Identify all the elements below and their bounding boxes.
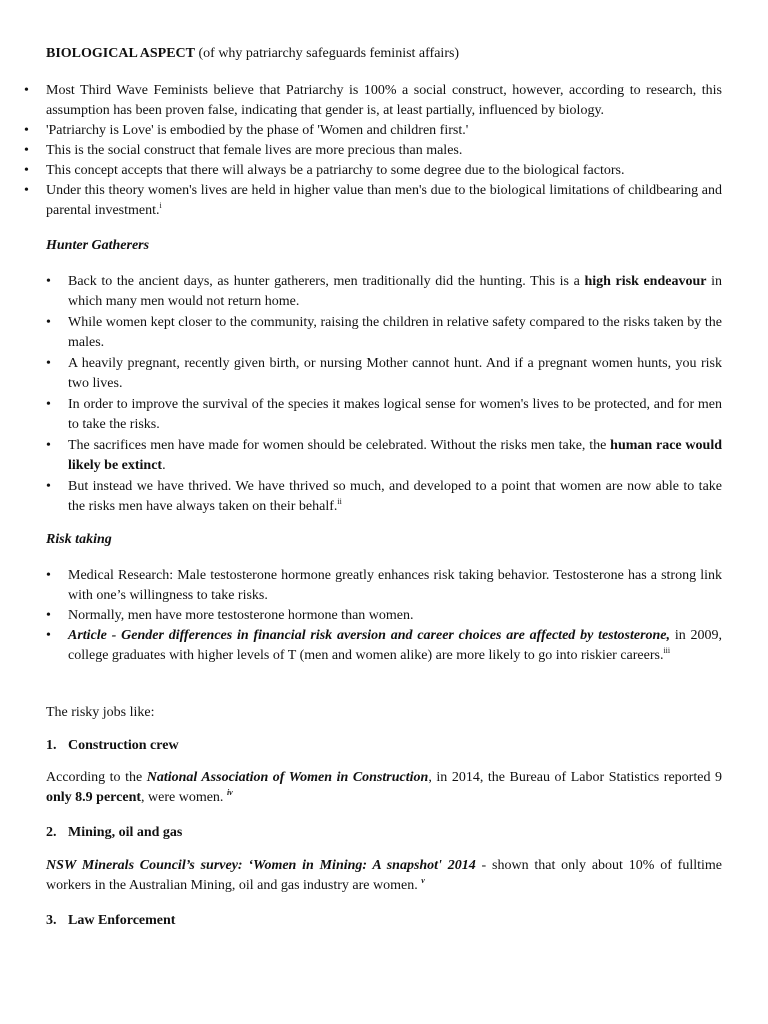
footnote-ref[interactable]: v — [421, 876, 425, 885]
footnote-ref[interactable]: iv — [226, 788, 233, 797]
risky-jobs-intro: The risky jobs like: — [46, 705, 155, 720]
section-title-rest: (of why patriarchy safeguards feminist affairs) — [195, 46, 460, 61]
list-item: • Back to the ancient days, as hunter gatherers, men traditionally did the hunting. This is a high risk endeavour in which many men would not return home. — [46, 274, 722, 309]
bullet-icon: • — [24, 83, 29, 98]
bullet-icon: • — [24, 183, 29, 198]
bullet-icon: • — [46, 628, 51, 643]
list-item: • While women kept closer to the community, raising the children in relative safety compared to the risks taken by the males. — [46, 315, 722, 350]
construction-paragraph: According to the National Association of Women in Construction, in 2014, the Bureau of Labor Statistics reported 9 only 8.9 percent, were women. $^{iv}$ — [46, 770, 723, 805]
mining-paragraph: NSW Minerals Council’s survey: ‘Women in Mining: A snapshot' 2014 - shown that only about 10% of fulltime workers in the Australian Mining, oil and gas industry are women. $^v$ — [46, 858, 722, 893]
section-title — [46, 44, 726, 64]
hunter-gatherers-list — [46, 272, 723, 517]
list-item: • Article - Gender differences in financial risk aversion and career choices are affected by testosterone, in 2009, college graduates with higher levels of T (men and women alike) are more likely to go into riskier careers.$^{iii}$ — [46, 628, 723, 663]
section-title-bold: BIOLOGICAL ASPECT — [46, 46, 195, 61]
list-item: • Under this theory women's lives are held in higher value than men's due to the biological limitations of childbearing and parental investment.$^i$ — [24, 183, 722, 218]
bullet-icon: • — [46, 397, 51, 412]
bullet-icon: • — [46, 356, 51, 371]
job-heading-construction: 1. Construction crew — [46, 738, 179, 753]
list-item: • Normally, men have more testosterone hormone than women. — [68, 606, 722, 626]
bullet-icon: • — [46, 438, 51, 453]
bullet-icon: • — [46, 608, 51, 623]
hunter-gatherers-heading: Hunter Gatherers — [46, 238, 150, 253]
risk-taking-list — [46, 566, 723, 666]
job-heading-mining: 2. Mining, oil and gas — [46, 825, 183, 840]
footnote-ref[interactable]: i — [159, 201, 162, 210]
list-item: • The sacrifices men have made for women should be celebrated. Without the risks men take, the human race would likely be extinct. — [46, 438, 723, 473]
list-item: • Most Third Wave Feminists believe that Patriarchy is 100% a social construct, however, according to research, this assumption has been proven false, indicating that gender is, at least partially, influenced by biology. — [24, 83, 722, 118]
bullet-icon: • — [46, 274, 51, 289]
list-item: • In order to improve the survival of the species it makes logical sense for women's lives to be protected, and for men to take the risks. — [46, 397, 722, 432]
footnote-ref[interactable]: ii — [337, 497, 342, 506]
bullet-icon: • — [46, 568, 51, 583]
biological-list — [24, 81, 722, 221]
bullet-icon: • — [24, 143, 29, 158]
job-heading-law-enforcement: 3. Law Enforcement — [46, 913, 176, 928]
bullet-icon: • — [24, 163, 29, 178]
bullet-icon: • — [46, 479, 51, 494]
list-item: • This concept accepts that there will always be a patriarchy to some degree due to the biological factors. — [46, 161, 722, 181]
bullet-icon: • — [24, 123, 29, 138]
risk-taking-heading: Risk taking — [46, 532, 112, 547]
list-item: • This is the social construct that female lives are more precious than males. — [46, 141, 722, 161]
footnote-ref[interactable]: iii — [663, 646, 671, 655]
list-item: • 'Patriarchy is Love' is embodied by the phase of 'Women and children first.' — [46, 121, 722, 141]
list-item: • But instead we have thrived. We have thrived so much, and developed to a point that women are now able to take the risks men have always taken on their behalf.$^{ii}$ — [46, 479, 722, 514]
list-item: • Medical Research: Male testosterone hormone greatly enhances risk taking behavior. Testosterone has a strong link with one’s willingness to take risks. — [46, 568, 722, 603]
bullet-icon: • — [46, 315, 51, 330]
list-item: • A heavily pregnant, recently given birth, or nursing Mother cannot hunt. And if a pregnant women hunts, you risk two lives. — [46, 356, 722, 391]
